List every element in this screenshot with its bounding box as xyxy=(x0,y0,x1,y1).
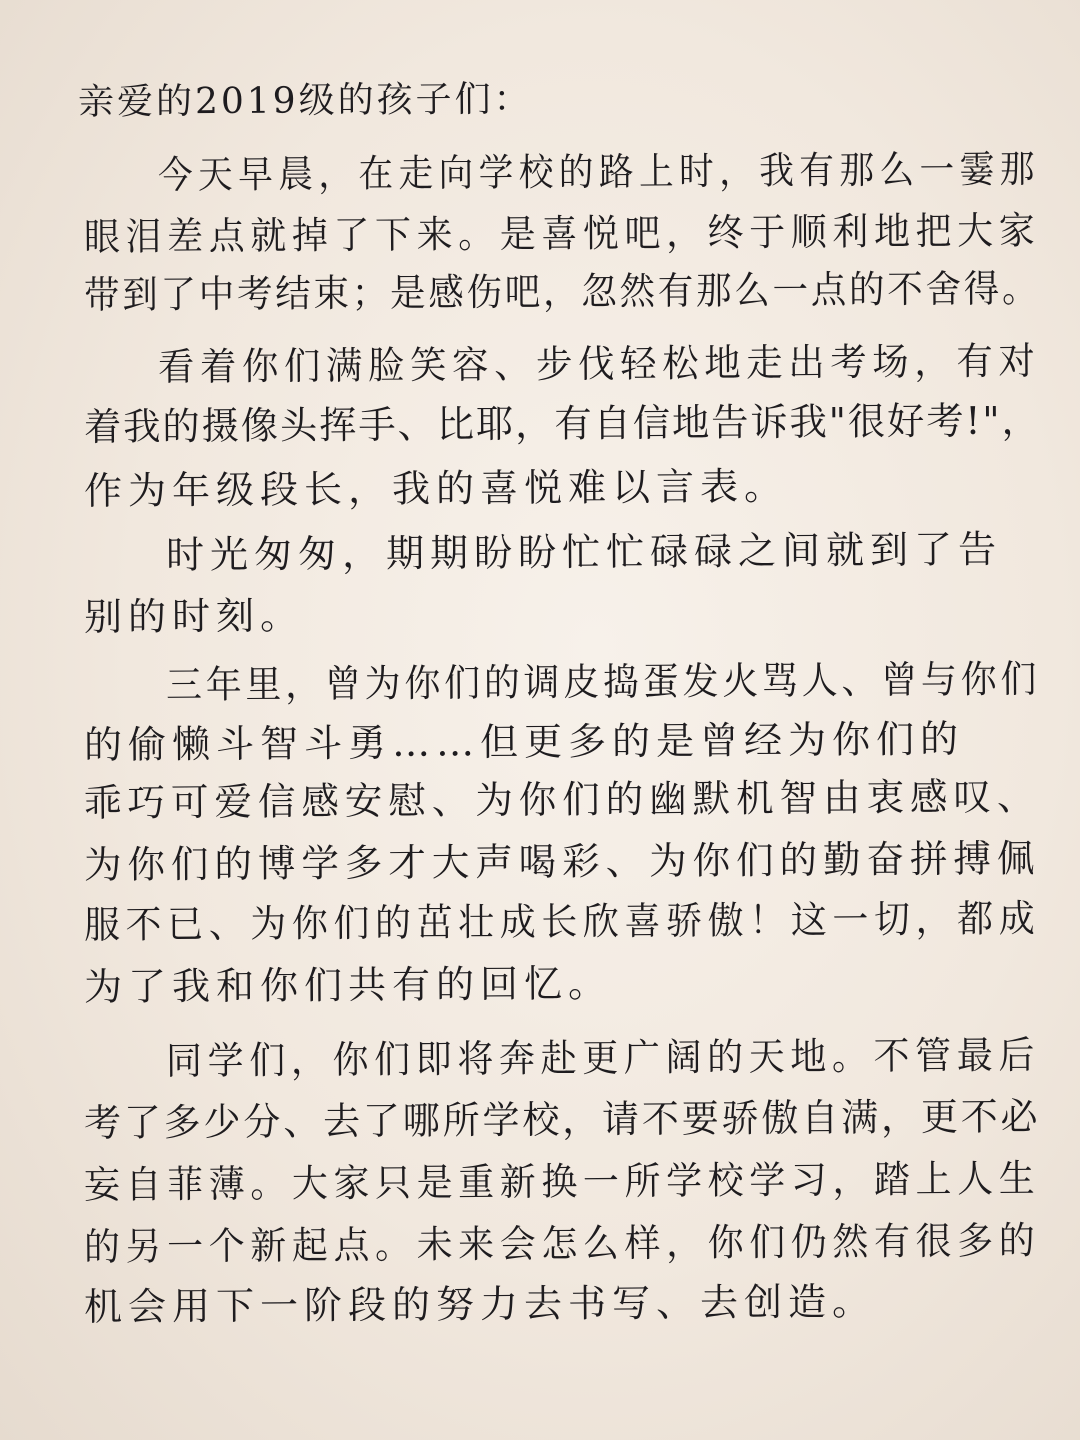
letter-line: 妄自菲薄。大家只是重新换一所学校学习，踏上人生 xyxy=(83,1156,1041,1207)
letter-line: 作为年级段长，我的喜悦难以言表。 xyxy=(83,464,789,513)
letter-line: 带到了中考结束；是感伤吧，忽然有那么一点的不舍得。 xyxy=(83,266,1041,317)
letter-line: 的另一个新起点。未来会怎么样，你们仍然有很多的 xyxy=(83,1218,1041,1269)
letter-line: 三年里，曾为你们的调皮捣蛋发火骂人、曾与你们 xyxy=(165,656,1041,707)
letter-line: 机会用下一阶段的努力去书写、去创造。 xyxy=(83,1279,877,1329)
letter-line: 别的时刻。 xyxy=(83,593,305,639)
letter-line: 为了我和你们共有的回忆。 xyxy=(83,961,613,1009)
letter-line: 为你们的博学多才大声喝彩、为你们的勤奋拼搏佩 xyxy=(83,836,1041,887)
letter-line: 服不已、为你们的茁壮成长欣喜骄傲！这一切，都成 xyxy=(83,896,1041,947)
letter-salutation: 亲爱的2019级的孩子们： xyxy=(77,78,533,123)
letter-line: 眼泪差点就掉了下来。是喜悦吧，终于顺利地把大家 xyxy=(83,208,1041,259)
letter-line: 时光匆匆，期期盼盼忙忙碌碌之间就到了告 xyxy=(165,527,1003,577)
letter-line: 乖巧可爱信感安慰、为你们的幽默机智由衷感叹、 xyxy=(83,774,1041,825)
letter-line: 看着你们满脸笑容、步伐轻松地走出考场，有对 xyxy=(157,338,1041,389)
letter-line: 考了多少分、去了哪所学校，请不要骄傲自满，更不必 xyxy=(83,1094,1041,1145)
letter-line: 着我的摄像头挥手、比耶，有自信地告诉我"很好考!"， xyxy=(83,398,1041,449)
letter-line: 的偷懒斗智斗勇……但更多的是曾经为你们的 xyxy=(83,716,965,767)
letter-line: 今天早晨，在走向学校的路上时，我有那么一霎那 xyxy=(157,146,1040,197)
letter-line: 同学们，你们即将奔赴更广阔的天地。不管最后 xyxy=(165,1032,1041,1083)
